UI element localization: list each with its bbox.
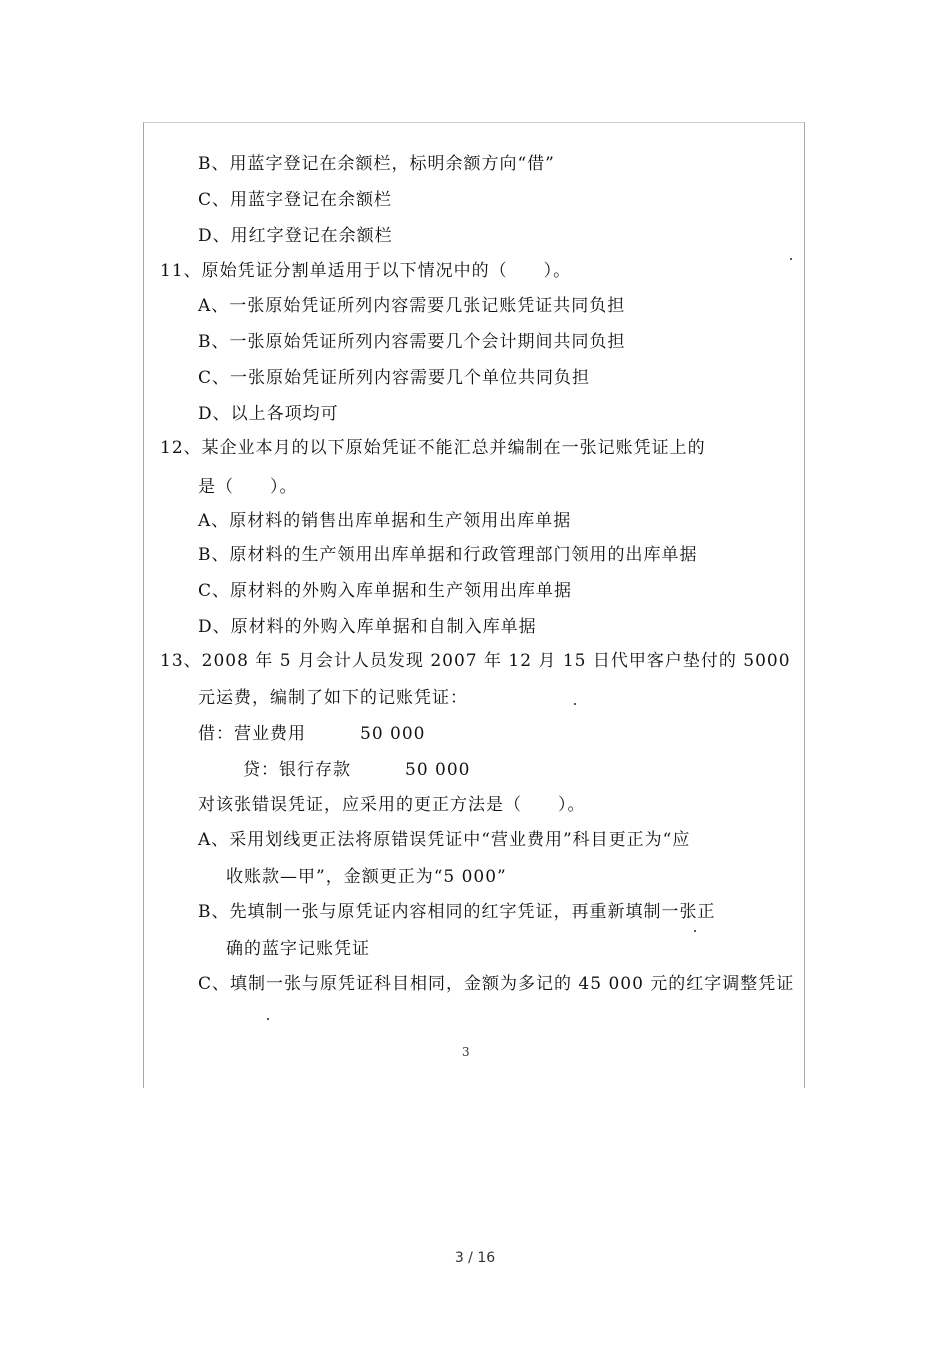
scan-speck xyxy=(267,1018,269,1020)
option-10-b: B、用蓝字登记在余额栏，标明余额方向“借” xyxy=(198,154,555,174)
option-12-c: C、原材料的外购入库单据和生产领用出库单据 xyxy=(198,581,573,601)
option-13-a-cont: 收账款—甲”，金额更正为“5 000” xyxy=(226,867,507,887)
question-13-prompt: 对该张错误凭证，应采用的更正方法是（ ）。 xyxy=(198,795,586,815)
question-11: 11、原始凭证分割单适用于以下情况中的（ ）。 xyxy=(160,261,572,281)
question-13: 13、2008 年 5 月会计人员发现 2007 年 12 月 15 日代甲客户垫付的 5000 xyxy=(160,651,791,671)
question-13-cont: 元运费，编制了如下的记账凭证： xyxy=(198,688,468,708)
scan-speck xyxy=(574,703,576,705)
option-11-a: A、一张原始凭证所列内容需要几张记账凭证共同负担 xyxy=(198,296,626,316)
page-indicator: 3 / 16 xyxy=(454,1250,496,1266)
option-12-d: D、原材料的外购入库单据和自制入库单据 xyxy=(198,617,537,637)
question-12-cont: 是（ ）。 xyxy=(198,477,298,497)
scan-page-number: 3 xyxy=(462,1045,470,1059)
option-13-b: B、先填制一张与原凭证内容相同的红字凭证，再重新填制一张正 xyxy=(198,902,716,922)
option-10-d: D、用红字登记在余额栏 xyxy=(198,226,393,246)
scan-speck xyxy=(694,930,696,932)
option-13-a: A、采用划线更正法将原错误凭证中“营业费用”科目更正为“应 xyxy=(198,830,691,850)
voucher-credit: 贷：银行存款 50 000 xyxy=(243,760,471,780)
question-12: 12、某企业本月的以下原始凭证不能汇总并编制在一张记账凭证上的 xyxy=(160,438,706,458)
scan-speck xyxy=(790,258,792,260)
option-11-b: B、一张原始凭证所列内容需要几个会计期间共同负担 xyxy=(198,332,626,352)
option-11-d: D、以上各项均可 xyxy=(198,404,339,424)
voucher-debit: 借：营业费用 50 000 xyxy=(198,724,426,744)
option-13-c: C、填制一张与原凭证科目相同，金额为多记的 45 000 元的红字调整凭证 xyxy=(198,974,795,994)
option-12-b: B、原材料的生产领用出库单据和行政管理部门领用的出库单据 xyxy=(198,545,698,565)
option-13-b-cont: 确的蓝字记账凭证 xyxy=(226,939,370,959)
option-11-c: C、一张原始凭证所列内容需要几个单位共同负担 xyxy=(198,368,591,388)
option-10-c: C、用蓝字登记在余额栏 xyxy=(198,190,393,210)
option-12-a: A、原材料的销售出库单据和生产领用出库单据 xyxy=(198,511,572,531)
